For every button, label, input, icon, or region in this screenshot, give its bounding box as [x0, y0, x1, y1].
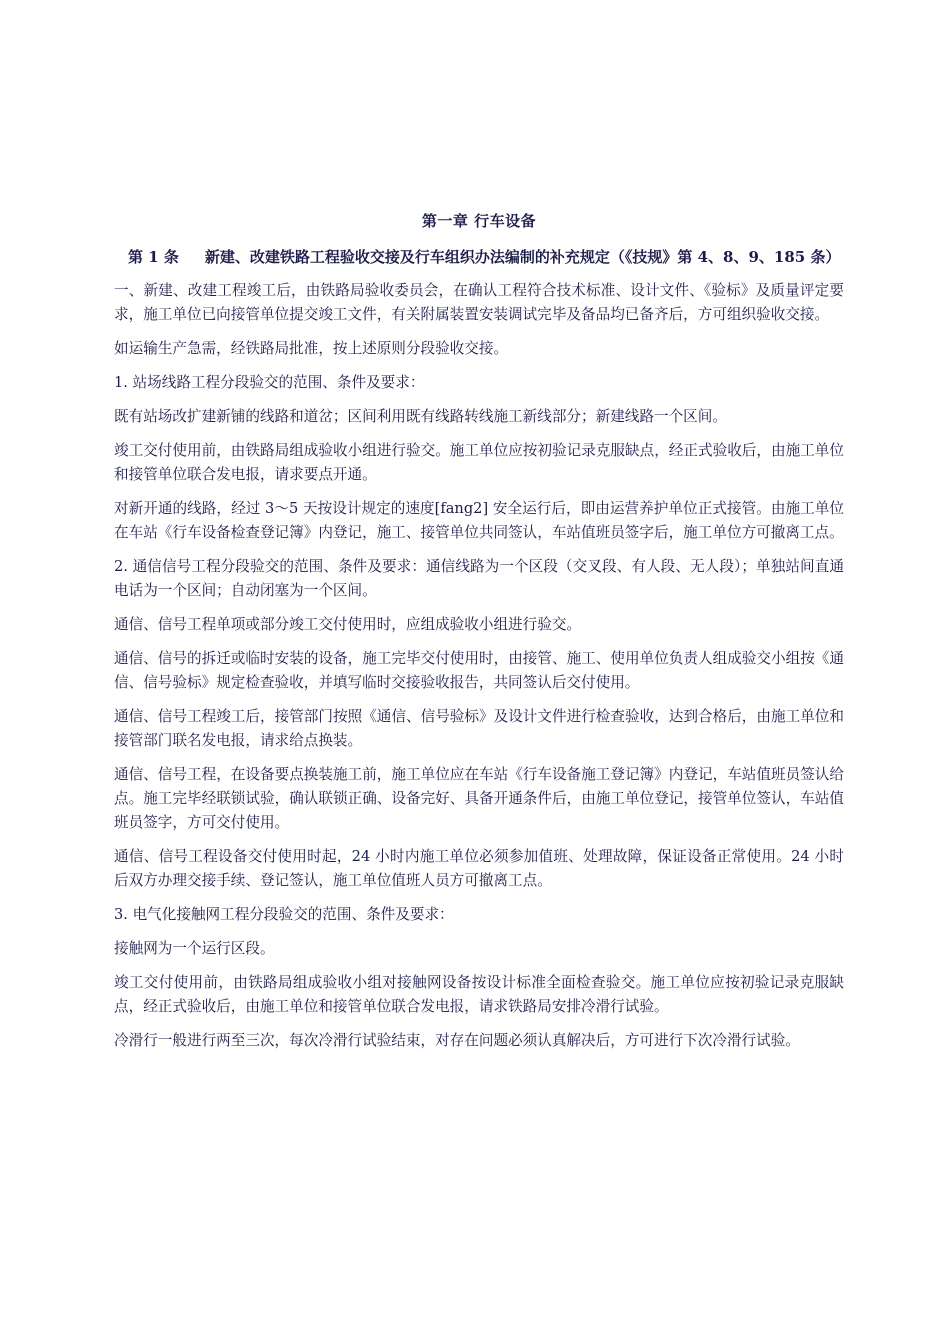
paragraph: 一、新建、改建工程竣工后，由铁路局验收委员会，在确认工程符合技术标准、设计文件、《验标》及质量评定要求，施工单位已向接管单位提交竣工文件，有关附属装置安装调试完毕及备品均已备齐后，方可组织验收交接。: [114, 282, 844, 323]
paragraph: 通信、信号工程单项或部分竣工交付使用时，应组成验收小组进行验交。: [114, 616, 582, 633]
paragraph: 竣工交付使用前，由铁路局组成验收小组对接触网设备按设计标准全面检查验交。施工单位应按初验记录克服缺点，经正式验收后，由施工单位和接管单位联合发电报，请求铁路局安排冷滑行试验。: [114, 974, 844, 1015]
paragraph: 通信、信号工程设备交付使用时起，24 小时内施工单位必须参加值班、处理故障，保证设备正常使用。24 小时后双方办理交接手续、登记签认，施工单位值班人员方可撤离工点。: [114, 848, 844, 889]
paragraph: 通信、信号工程，在设备要点换装施工前，施工单位应在车站《行车设备施工登记簿》内登记，车站值班员签认给点。施工完毕经联锁试验，确认联锁正确、设备完好、具备开通条件后，由施工单位登记，接管单位签认，车站值班员签字，方可交付使用。: [114, 766, 844, 831]
article-title-text: 新建、改建铁路工程验收交接及行车组织办法编制的补充规定（《技规》第 4、8、9、185 条）: [204, 248, 841, 266]
paragraph: 冷滑行一般进行两至三次，每次冷滑行试验结束，对存在问题必须认真解决后，方可进行下次冷滑行试验。: [114, 1032, 800, 1049]
paragraph: 通信、信号的拆迁或临时安装的设备，施工完毕交付使用时，由接管、施工、使用单位负责人组成验交小组按《通信、信号验标》规定检查验收，并填写临时交接验收报告，共同签认后交付使用。: [114, 650, 844, 691]
paragraph: 竣工交付使用前，由铁路局组成验收小组进行验交。施工单位应按初验记录克服缺点，经正式验收后，由施工单位和接管单位联合发电报，请求要点开通。: [114, 442, 844, 483]
article-number: 第 1 条: [128, 248, 179, 266]
document-page: [114, 210, 844, 1063]
paragraph: 接触网为一个运行区段。: [114, 940, 275, 957]
article-heading: [112, 245, 844, 269]
paragraph: 对新开通的线路，经过 3～5 天按设计规定的速度[fang2] 安全运行后，即由运营养护单位正式接管。由施工单位在车站《行车设备检查登记簿》内登记，施工、接管单位共同签认，车站值班员签字后，施工单位方可撤离工点。: [114, 500, 844, 541]
paragraph: 通信、信号工程竣工后，接管部门按照《通信、信号验标》及设计文件进行检查验收，达到合格后，由施工单位和接管部门联名发电报，请求给点换装。: [114, 708, 844, 749]
paragraph: 如运输生产急需，经铁路局批准，按上述原则分段验收交接。: [114, 340, 509, 357]
paragraph: 既有站场改扩建新铺的线路和道岔；区间利用既有线路转线施工新线部分；新建线路一个区间。: [114, 408, 727, 425]
chapter-title: 第一章 行车设备: [421, 212, 537, 230]
paragraph: 2. 通信信号工程分段验交的范围、条件及要求：通信线路为一个区段（交叉段、有人段、无人段）；单独站间直通电话为一个区间；自动闭塞为一个区间。: [114, 558, 844, 599]
paragraph: 1. 站场线路工程分段验交的范围、条件及要求：: [114, 374, 425, 391]
paragraph: 3. 电气化接触网工程分段验交的范围、条件及要求：: [114, 906, 454, 923]
